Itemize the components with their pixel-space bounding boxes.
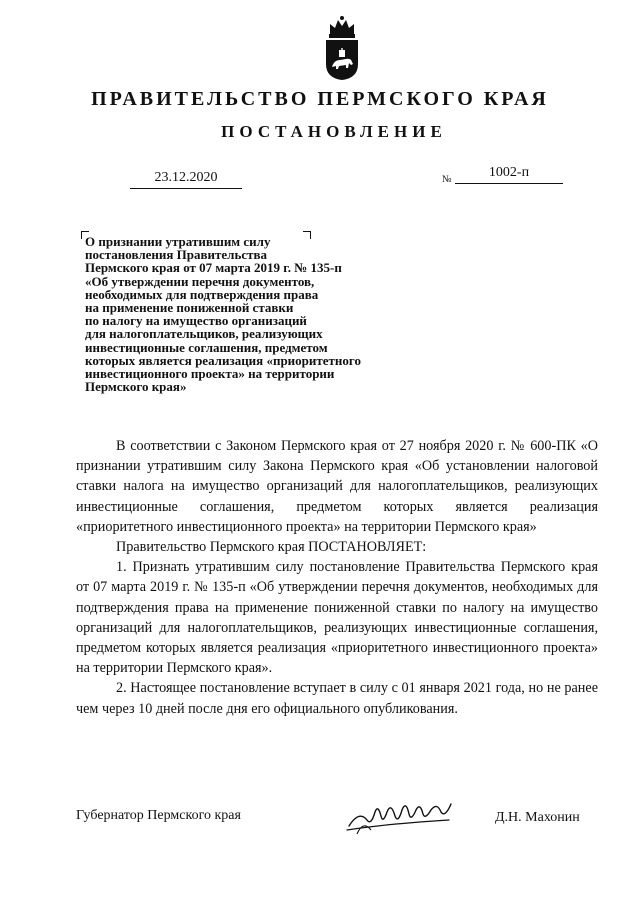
government-name: ПРАВИТЕЛЬСТВО ПЕРМСКОГО КРАЯ (91, 88, 549, 110)
title-line: Пермского края» (85, 379, 187, 395)
title-line: для налогоплательщиков, реализующих (85, 326, 323, 342)
item-1-paragraph: 1. Признать утратившим силу постановление Правительства Пермского края от 07 марта 2019 г. № 135-п «Об утверждении перечня документов, необходимых для подтверждения права на применение пониженной ставки по налогу на имущество организаций для налогоплательщиков, реализующих инвестиционные соглашения, предметом которых является реализация «приоритетного инвестиционного проекта» на территории Пермского края». (76, 559, 598, 677)
preamble-paragraph: В соответствии с Законом Пермского края от 27 ноября 2020 г. № 600-ПК «О признании утратившим силу Закона Пермского края «Об установлении налоговой ставки налога на имущество организаций для налогоплательщиков, реализующих инвестиционные соглашения, предметом которых является реализация «приоритетного инвестиционного проекта» на территории Пермского края» (76, 438, 598, 535)
title-line: которых является реализация «приоритетного (85, 352, 361, 368)
title-line: «Об утверждении перечня документов, (85, 273, 315, 289)
title-line: необходимых для подтверждения права (85, 286, 319, 302)
signatory-name: Д.Н. Махонин (495, 810, 580, 825)
item-2-paragraph: 2. Настоящее постановление вступает в силу с 01 января 2021 года, но не ранее чем через 10 дней после дня его официального опубликования. (76, 680, 598, 717)
signatory-position: Губернатор Пермского края (76, 808, 241, 823)
handwritten-signature (345, 790, 455, 838)
title-line: О признании утратившим силу (85, 234, 271, 249)
document-body (76, 436, 598, 719)
title-line: инвестиционного проекта» на территории (85, 366, 335, 382)
document-date: 23.12.2020 (130, 170, 242, 189)
document-title (85, 235, 405, 393)
decree-paragraph: Правительство Пермского края ПОСТАНОВЛЯЕТ: (116, 539, 427, 556)
title-line: на применение пониженной ставки (85, 300, 294, 316)
coat-of-arms-icon (322, 12, 362, 82)
title-line: постановления Правительства (85, 247, 267, 263)
document-number: 1002-п (455, 165, 563, 184)
title-line: Пермского края от 07 марта 2019 г. № 135-п (85, 260, 342, 276)
number-sign: № (442, 174, 452, 185)
document-type: ПОСТАНОВЛЕНИЕ (221, 122, 447, 141)
title-line: инвестиционные соглашения, предметом (85, 339, 328, 355)
title-line: по налогу на имущество организаций (85, 313, 307, 329)
